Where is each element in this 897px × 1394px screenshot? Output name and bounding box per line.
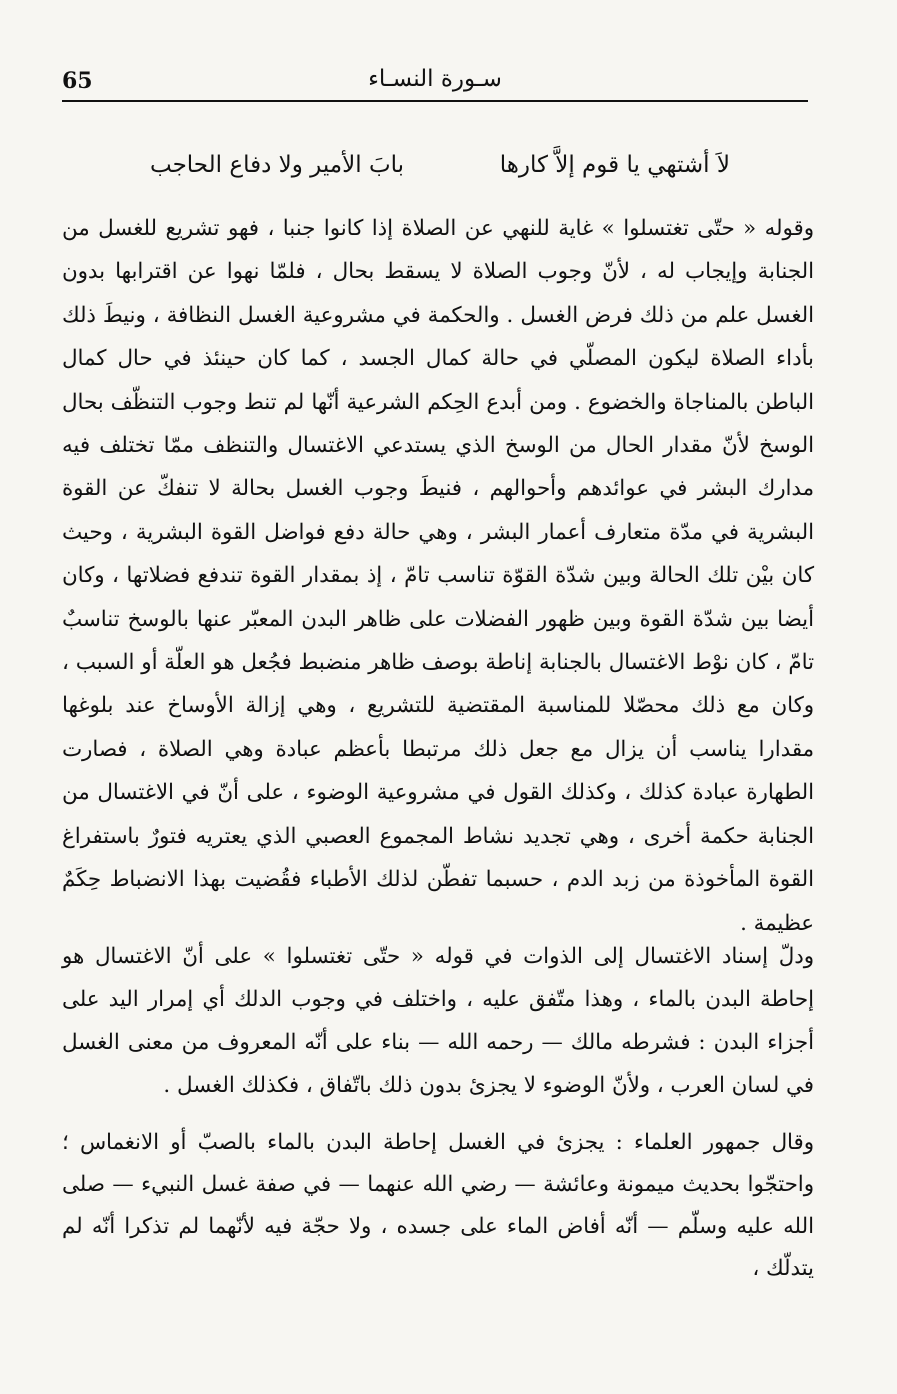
paragraph-text: ودلّ إسناد الاغتسال إلى الذوات في قوله « حتّى تغتسلوا » على أنّ الاغتسال هو إحاطة البدن بالماء ، وهذا متّفق عليه ، واختلف في وجوب الدلك أي إمرار اليد على أجزاء البدن : فشرطه مالك — رحمه الله — بناء على أنّه المعروف من معنى الغسل في لسان العرب ، ولأنّ الوضوء لا يجزئ بدون ذلك باتّفاق ، فكذلك الغسل . — [62, 944, 814, 1098]
verse-first-hemistich: لاَ أشتهي يا قوم إلاَّ كارها — [499, 152, 730, 178]
verse-second-hemistich: بابَ الأمير ولا دفاع الحاجب — [150, 152, 405, 178]
paragraph-ghusl-legislation — [62, 207, 814, 945]
paragraph-majority-opinion — [62, 1122, 814, 1290]
header-divider — [62, 100, 808, 102]
page-number: 65 — [62, 68, 93, 94]
paragraph-ghusl-definition — [62, 935, 814, 1107]
page-header — [62, 60, 808, 98]
poetry-verse — [150, 152, 730, 192]
paragraph-text: وقال جمهور العلماء : يجزئ في الغسل إحاطة البدن بالماء بالصبّ أو الانغماس ؛ واحتجّوا بحديث ميمونة وعائشة — رضي الله عنهما — في صفة غسل النبيء — صلى الله عليه وسلّم — أنّه أفاض الماء على جسده ، ولا حجّة فيه لأنّهما لم تذكرا أنّه لم يتدلّك ، — [62, 1130, 814, 1281]
surah-title: سـورة النسـاء — [368, 66, 502, 92]
paragraph-text: وقوله « حتّى تغتسلوا » غاية للنهي عن الصلاة إذا كانوا جنبا ، فهو تشريع للغسل من الجنابة وإيجاب له ، لأنّ وجوب الصلاة لا يسقط بحال ، فلمّا نهوا عن اقترابها بدون الغسل علم من ذلك فرض الغسل . والحكمة في مشروعية الغسل النظافة ، ونيطَ ذلك بأداء الصلاة ليكون المصلّي في حالة كمال الجسد ، كما كان حينئذ في حال كمال الباطن بالمناجاة والخضوع . ومن أبدع الحِكم الشرعية أنّها لم تنط وجوب التنظّف بحال الوسخ لأنّ مقدار الحال من الوسخ الذي يستدعي الاغتسال والتنظف ممّا تختلف فيه مدارك البشر في عوائدهم وأحوالهم ، فنيطَ وجوب الغسل بحالة لا تنفكّ عن القوة البشرية في مدّة متعارف أعمار البشر ، وهي حالة دفع فواضل القوة البشرية ، وحيث كان بيْن تلك الحالة وبين شدّة القوّة تناسب تامّ ، إذ بمقدار القوة تندفع فضلاتها ، وكان أيضا بين شدّة القوة وبين ظهور الفضلات على ظاهر البدن المعبّر عنها بالوسخ تناسبٌ تامّ ، كان نوْط الاغتسال بالجنابة إناطة بوصف ظاهر منضبط فجُعل هو العلّة أو السبب ، وكان مع ذلك محصّلا للمناسبة المقتضية للتشريع ، وهي إزالة الأوساخ عند بلوغها مقدارا يناسب أن يزال مع جعل ذلك مرتبطا بأعظم عبادة وهي الصلاة ، فصارت الطهارة عبادة كذلك ، وكذلك القول في مشروعية الوضوء ، على أنّ في الاغتسال من الجنابة حكمة أخرى ، وهي تجديد نشاط المجموع العصبي الذي يعتريه فتورٌ باستفراغ القوة المأخوذة من زبد الدم ، حسبما تفطّن لذلك الأطباء فقُضيت بهذا الانضباط حِكَمٌ عظيمة . — [62, 216, 814, 936]
